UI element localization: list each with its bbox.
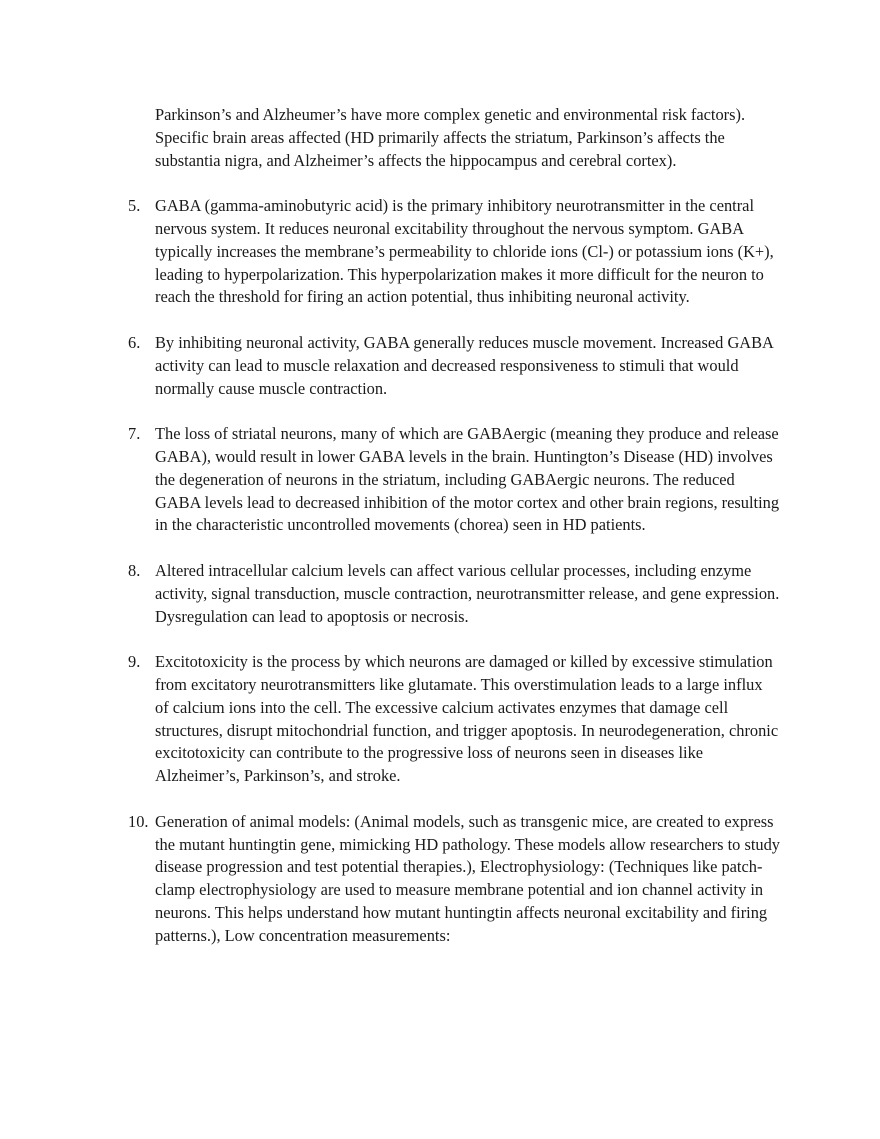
list-item-6 bbox=[128, 332, 780, 400]
list-number: 10. bbox=[128, 811, 149, 831]
continuation-paragraph: Parkinson’s and Alzheumer’s have more complex genetic and environmental risk factors). Specific brain areas affected (HD primarily affects the striatum, Parkinson’s affects the substantia nigra, and Alzheimer’s affects the hippocampus and cerebral cortex). bbox=[155, 105, 746, 170]
list-item-7 bbox=[128, 423, 780, 537]
list-number: 7. bbox=[128, 424, 141, 444]
list-item-8 bbox=[128, 560, 780, 628]
list-item-5 bbox=[128, 195, 780, 309]
list-number: 5. bbox=[128, 196, 141, 216]
list-item-text: By inhibiting neuronal activity, GABA generally reduces muscle movement. Increased GABA activity can lead to muscle relaxation and decreased responsiveness to stimuli that would normally cause muscle contraction. bbox=[155, 332, 773, 398]
list-number: 9. bbox=[128, 652, 141, 672]
list-item-text: Altered intracellular calcium levels can affect various cellular processes, including enzyme activity, signal transduction, muscle contraction, neurotransmitter release, and gene expression. Dysregulation can lead to apoptosis or necrosis. bbox=[155, 560, 780, 626]
list-item-10 bbox=[128, 811, 780, 948]
document-body bbox=[128, 104, 780, 947]
list-item-9 bbox=[128, 651, 780, 788]
list-item-text: Generation of animal models: (Animal models, such as transgenic mice, are created to express the mutant huntingtin gene, mimicking HD pathology. These models allow researchers to study disease progression and test potential therapies.), Electrophysiology: (Techniques like patch-clamp electrophysiology are used to measure membrane potential and ion channel activity in neurons. This helps understand how mutant huntingtin affects neuronal excitability and firing patterns.), Low concentration measurements: bbox=[155, 811, 780, 945]
list-item-text: GABA (gamma-aminobutyric acid) is the primary inhibitory neurotransmitter in the central nervous system. It reduces neuronal excitability throughout the nervous symptom. GABA typically increases the membrane’s permeability to chloride ions (Cl-) or potassium ions (K+), leading to hyperpolarization. This hyperpolarization makes it more difficult for the neuron to reach the threshold for firing an action potential, thus inhibiting neuronal activity. bbox=[155, 196, 774, 307]
list-number: 8. bbox=[128, 560, 141, 580]
list-item-text: Excitotoxicity is the process by which neurons are damaged or killed by excessive stimulation from excitatory neurotransmitters like glutamate. This overstimulation leads to a large influx of calcium ions into the cell. The excessive calcium activates enzymes that damage cell structures, disrupt mitochondrial function, and trigger apoptosis. In neurodegeneration, chronic excitotoxicity can contribute to the progressive loss of neurons seen in diseases like Alzheimer’s, Parkinson’s, and stroke. bbox=[155, 652, 779, 786]
list-number: 6. bbox=[128, 332, 141, 352]
list-item-text: The loss of striatal neurons, many of which are GABAergic (meaning they produce and release GABA), would result in lower GABA levels in the brain. Huntington’s Disease (HD) involves the degeneration of neurons in the striatum, including GABAergic neurons. The reduced GABA levels lead to decreased inhibition of the motor cortex and other brain regions, resulting in the characteristic uncontrolled movements (chorea) seen in HD patients. bbox=[155, 424, 780, 535]
